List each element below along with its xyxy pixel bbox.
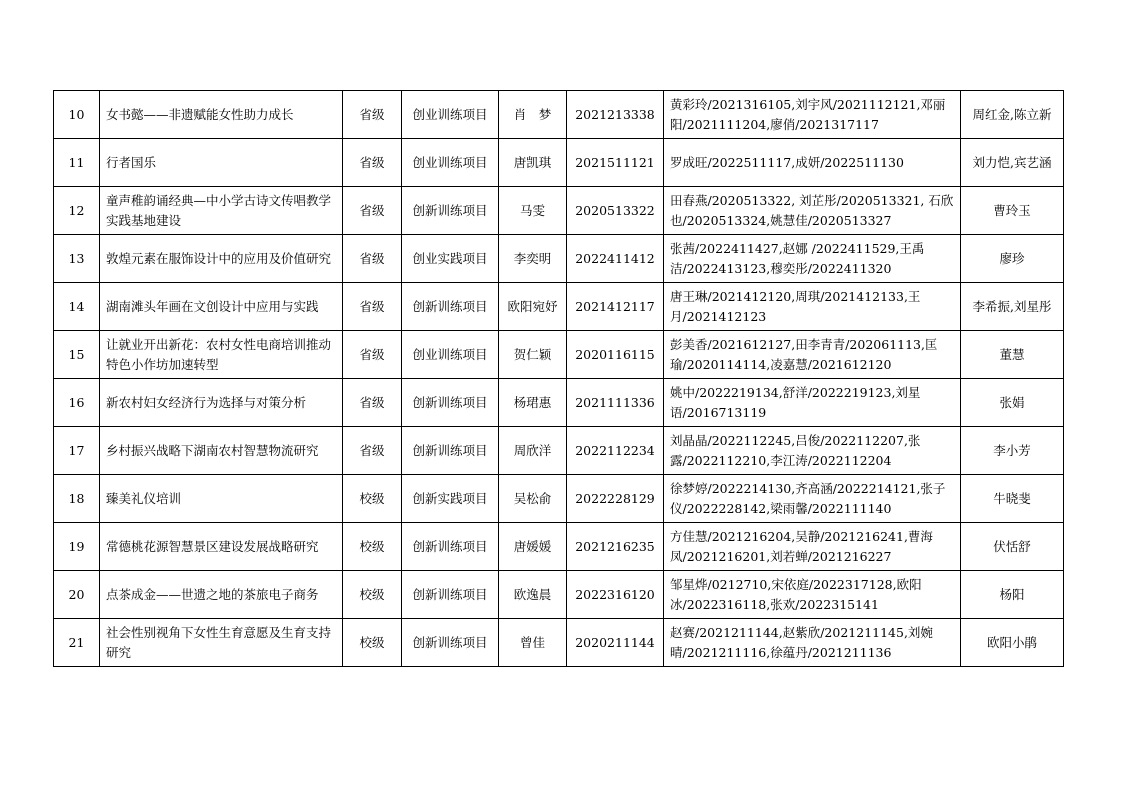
project-leader: 欧阳宛妤 [499, 283, 567, 331]
project-type: 创新训练项目 [402, 187, 499, 235]
row-number: 19 [54, 523, 100, 571]
project-level: 校级 [343, 523, 402, 571]
project-type: 创新训练项目 [402, 571, 499, 619]
project-leader: 马雯 [499, 187, 567, 235]
table-row [54, 523, 1064, 571]
project-leader: 周欣洋 [499, 427, 567, 475]
team-members: 邹星烨/0212710,宋依庭/2022317128,欧阳冰/2022316118,张欢/2022315141 [664, 571, 961, 619]
table-row [54, 379, 1064, 427]
table-row [54, 571, 1064, 619]
project-title: 湖南滩头年画在文创设计中应用与实践 [100, 283, 343, 331]
table-row [54, 331, 1064, 379]
leader-student-id: 2022316120 [567, 571, 664, 619]
row-number: 18 [54, 475, 100, 523]
advisor-name: 刘力恺,宾艺涵 [961, 139, 1064, 187]
advisor-name: 廖珍 [961, 235, 1064, 283]
row-number: 16 [54, 379, 100, 427]
row-number: 12 [54, 187, 100, 235]
project-level: 省级 [343, 235, 402, 283]
table-row [54, 187, 1064, 235]
leader-student-id: 2021412117 [567, 283, 664, 331]
project-title: 行者国乐 [100, 139, 343, 187]
table-row [54, 475, 1064, 523]
advisor-name: 杨阳 [961, 571, 1064, 619]
row-number: 20 [54, 571, 100, 619]
project-leader: 李奕明 [499, 235, 567, 283]
advisor-name: 李小芳 [961, 427, 1064, 475]
advisor-name: 周红金,陈立新 [961, 91, 1064, 139]
project-type: 创新训练项目 [402, 427, 499, 475]
project-leader: 肖 梦 [499, 91, 567, 139]
team-members: 徐梦婷/2022214130,齐高涵/2022214121,张子仪/2022228142,梁雨馨/2022111140 [664, 475, 961, 523]
row-number: 14 [54, 283, 100, 331]
row-number: 10 [54, 91, 100, 139]
project-title: 社会性别视角下女性生育意愿及生育支持研究 [100, 619, 343, 667]
project-leader: 欧逸晨 [499, 571, 567, 619]
project-level: 校级 [343, 475, 402, 523]
team-members: 黄彩玲/2021316105,刘宇风/2021112121,邓丽阳/2021111204,廖俏/2021317117 [664, 91, 961, 139]
table-row [54, 427, 1064, 475]
advisor-name: 曹玲玉 [961, 187, 1064, 235]
row-number: 21 [54, 619, 100, 667]
project-level: 省级 [343, 379, 402, 427]
leader-student-id: 2022411412 [567, 235, 664, 283]
project-level: 省级 [343, 331, 402, 379]
leader-student-id: 2021213338 [567, 91, 664, 139]
advisor-name: 李希振,刘星彤 [961, 283, 1064, 331]
project-title: 女书懿——非遗赋能女性助力成长 [100, 91, 343, 139]
team-members: 罗成旺/2022511117,成妍/2022511130 [664, 139, 961, 187]
leader-student-id: 2020211144 [567, 619, 664, 667]
project-leader: 贺仁颖 [499, 331, 567, 379]
table-row [54, 139, 1064, 187]
project-type: 创业训练项目 [402, 91, 499, 139]
leader-student-id: 2021216235 [567, 523, 664, 571]
team-members: 姚中/2022219134,舒洋/2022219123,刘星语/2016713119 [664, 379, 961, 427]
table-row [54, 91, 1064, 139]
team-members: 张茜/2022411427,赵娜 /2022411529,王禹洁/2022413123,穆奕彤/2022411320 [664, 235, 961, 283]
row-number: 15 [54, 331, 100, 379]
project-title: 常德桃花源智慧景区建设发展战略研究 [100, 523, 343, 571]
project-leader: 唐凯琪 [499, 139, 567, 187]
advisor-name: 欧阳小鹃 [961, 619, 1064, 667]
project-title: 乡村振兴战略下湖南农村智慧物流研究 [100, 427, 343, 475]
project-title: 点茶成金——世遗之地的茶旅电子商务 [100, 571, 343, 619]
table-row [54, 235, 1064, 283]
project-level: 省级 [343, 283, 402, 331]
advisor-name: 张娟 [961, 379, 1064, 427]
row-number: 11 [54, 139, 100, 187]
table-row [54, 283, 1064, 331]
leader-student-id: 2020513322 [567, 187, 664, 235]
project-level: 省级 [343, 187, 402, 235]
project-type: 创新训练项目 [402, 379, 499, 427]
advisor-name: 董慧 [961, 331, 1064, 379]
row-number: 13 [54, 235, 100, 283]
leader-student-id: 2021111336 [567, 379, 664, 427]
team-members: 彭美香/2021612127,田李青青/202061113,匡瑜/2020114114,凌嘉慧/2021612120 [664, 331, 961, 379]
team-members: 方佳慧/2021216204,吴静/2021216241,曹海凤/2021216201,刘若蝉/2021216227 [664, 523, 961, 571]
project-level: 校级 [343, 571, 402, 619]
project-leader: 唐媛媛 [499, 523, 567, 571]
project-type: 创业训练项目 [402, 331, 499, 379]
leader-student-id: 2020116115 [567, 331, 664, 379]
project-level: 省级 [343, 139, 402, 187]
team-members: 唐王琳/2021412120,周琪/2021412133,王月/2021412123 [664, 283, 961, 331]
advisor-name: 伏恬舒 [961, 523, 1064, 571]
project-type: 创新训练项目 [402, 283, 499, 331]
leader-student-id: 2022228129 [567, 475, 664, 523]
project-type: 创业实践项目 [402, 235, 499, 283]
row-number: 17 [54, 427, 100, 475]
project-level: 校级 [343, 619, 402, 667]
table-row [54, 619, 1064, 667]
team-members: 刘晶晶/2022112245,吕俊/2022112207,张露/2022112210,李江涛/2022112204 [664, 427, 961, 475]
project-level: 省级 [343, 427, 402, 475]
project-level: 省级 [343, 91, 402, 139]
leader-student-id: 2021511121 [567, 139, 664, 187]
project-title: 新农村妇女经济行为选择与对策分析 [100, 379, 343, 427]
project-type: 创业训练项目 [402, 139, 499, 187]
leader-student-id: 2022112234 [567, 427, 664, 475]
project-type: 创新训练项目 [402, 523, 499, 571]
team-members: 田春燕/2020513322, 刘芷彤/2020513321, 石欣也/2020513324,姚慧佳/2020513327 [664, 187, 961, 235]
project-title: 让就业开出新花：农村女性电商培训推动特色小作坊加速转型 [100, 331, 343, 379]
project-title: 敦煌元素在服饰设计中的应用及价值研究 [100, 235, 343, 283]
project-leader: 吴松俞 [499, 475, 567, 523]
project-leader: 杨珺惠 [499, 379, 567, 427]
team-members: 赵赛/2021211144,赵紫欣/2021211145,刘婉晴/2021211116,徐蕴丹/2021211136 [664, 619, 961, 667]
project-title: 臻美礼仪培训 [100, 475, 343, 523]
project-table [53, 90, 1064, 667]
advisor-name: 牛晓斐 [961, 475, 1064, 523]
project-type: 创新训练项目 [402, 619, 499, 667]
project-title: 童声稚韵诵经典—中小学古诗文传唱教学实践基地建设 [100, 187, 343, 235]
project-leader: 曾佳 [499, 619, 567, 667]
project-type: 创新实践项目 [402, 475, 499, 523]
